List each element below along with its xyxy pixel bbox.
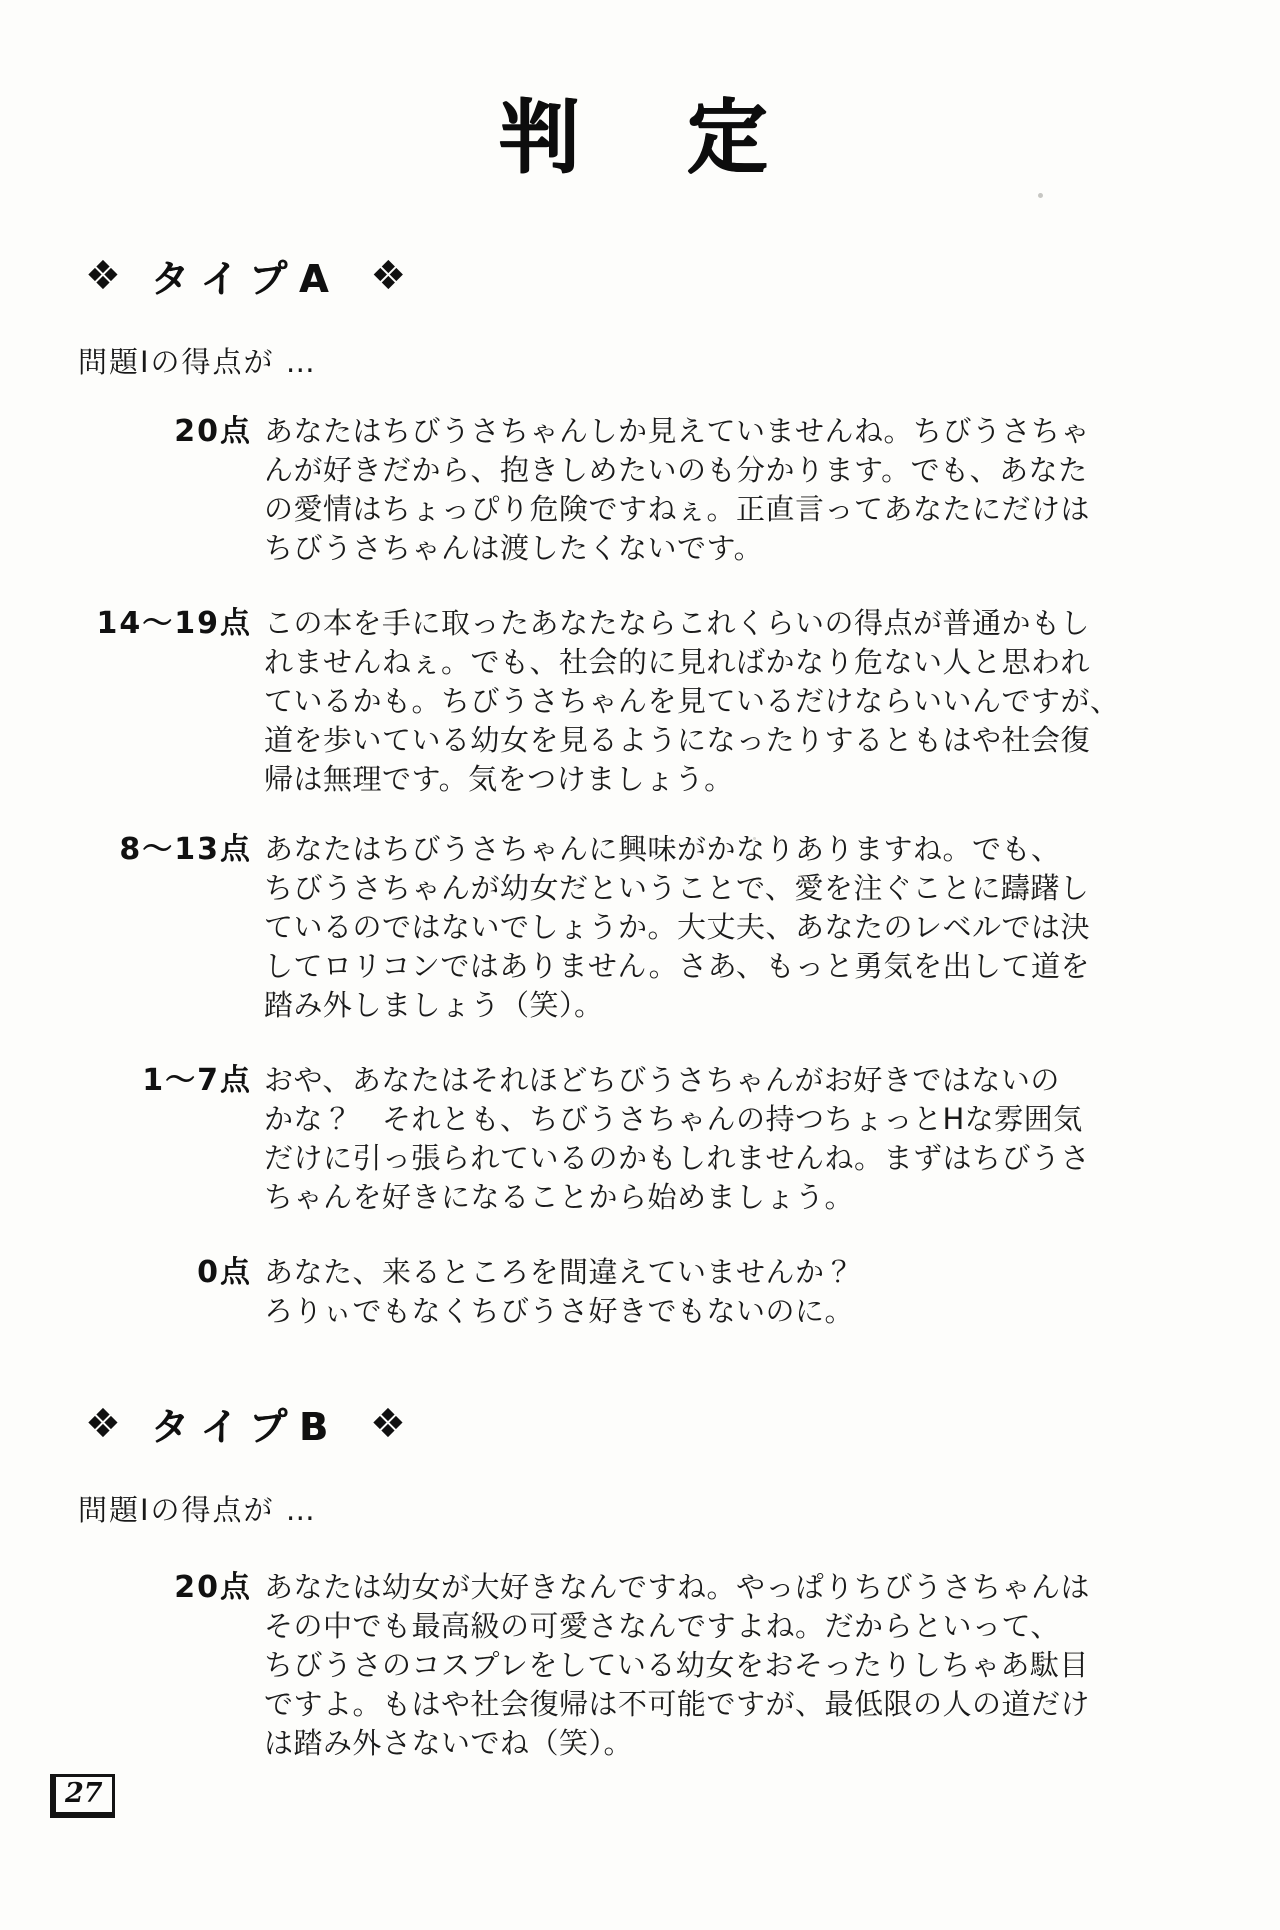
score-description <box>264 1061 1090 1217</box>
score-entry <box>60 1061 1230 1217</box>
text-line: この本を手に取ったあなたならこれくらいの得点が普通かもし <box>264 606 1091 640</box>
text-line: あなたは幼女が大好きなんですね。やっぱりちびうさちゃんは <box>264 1570 1091 1604</box>
text-line: ちびうさのコスプレをしている幼女をおそったりしちゃあ駄目 <box>264 1648 1089 1682</box>
text-line: 帰は無理です。気をつけましょう。 <box>264 762 734 796</box>
score-entry <box>60 1253 1230 1331</box>
section-label: タイプA <box>150 257 341 301</box>
text-line: あなたはちびうさちゃんに興味がかなりありますね。でも、 <box>264 832 1061 866</box>
text-line: 道を歩いている幼女を見るようになったりするともはや社会復 <box>264 723 1091 757</box>
text-line: ちびうさちゃんは渡したくないです。 <box>264 531 764 565</box>
score-description <box>264 1568 1090 1763</box>
diamond-cluster-icon: ❖ <box>370 252 407 299</box>
text-line: あなたはちびうさちゃんしか見えていませんね。ちびうさちゃ <box>264 414 1091 448</box>
text-line: ちびうさちゃんが幼女だということで、愛を注ぐことに躊躇し <box>264 871 1090 905</box>
text-line: おや、あなたはそれほどちびうさちゃんがお好きではないの <box>264 1063 1060 1097</box>
text-line: は踏み外さないでね（笑）。 <box>264 1726 634 1760</box>
text-line: ろりぃでもなくちびうさ好きでもないのに。 <box>264 1294 855 1328</box>
text-line: ているのではないでしょうか。大丈夫、あなたのレベルでは決 <box>264 910 1091 944</box>
diamond-cluster-icon: ❖ <box>85 252 121 299</box>
section-header-type-a <box>85 248 406 303</box>
score-description <box>264 604 1120 799</box>
score-entry <box>60 830 1230 1025</box>
text-line: れませんねぇ。でも、社会的に見ればかなり危ない人と思われ <box>264 645 1091 679</box>
page-number: 27 <box>50 1774 115 1818</box>
score-entry <box>60 604 1230 799</box>
section-header-type-b <box>85 1396 406 1451</box>
score-label: 20点 <box>174 1570 252 1605</box>
text-line: の愛情はちょっぴり危険ですねぇ。正直言ってあなたにだけは <box>264 492 1091 526</box>
score-label: 1～7点 <box>142 1063 252 1098</box>
text-line: んが好きだから、抱きしめたいのも分かります。でも、あなた <box>264 453 1088 487</box>
text-line: ですよ。もはや社会復帰は不可能ですが、最低限の人の道だけ <box>264 1687 1091 1721</box>
score-description <box>264 830 1090 1025</box>
text-line: してロリコンではありません。さあ、もっと勇気を出して道を <box>264 949 1091 983</box>
scan-speck <box>1038 193 1043 198</box>
score-label: 14～19点 <box>96 606 252 641</box>
scan-speck <box>753 837 756 840</box>
score-entry <box>60 412 1230 568</box>
text-line: かな？ それとも、ちびうさちゃんの持つちょっとHな雰囲気 <box>264 1102 1083 1136</box>
score-description <box>264 1253 854 1331</box>
score-description <box>264 412 1090 568</box>
diamond-cluster-icon: ❖ <box>85 1400 121 1447</box>
score-entry <box>60 1568 1230 1763</box>
score-label: 8～13点 <box>119 832 252 867</box>
text-line: ているかも。ちびうさちゃんを見ているだけならいいんですが、 <box>264 684 1120 718</box>
text-line: ちゃんを好きになることから始めましょう。 <box>264 1180 855 1214</box>
page-title: 判 定 <box>499 91 781 184</box>
section-label: タイプB <box>150 1405 340 1449</box>
section-intro: 問題Ⅰの得点が … <box>78 1493 317 1527</box>
section-intro: 問題Ⅰの得点が … <box>78 345 317 379</box>
text-line: だけに引っ張られているのかもしれませんね。まずはちびうさ <box>264 1141 1091 1175</box>
score-label: 20点 <box>174 414 252 449</box>
text-line: 踏み外しましょう（笑）。 <box>264 988 604 1022</box>
text-line: その中でも最高級の可愛さなんですよね。だからといって、 <box>264 1609 1060 1643</box>
diamond-cluster-icon: ❖ <box>369 1400 406 1447</box>
text-line: あなた、来るところを間違えていませんか？ <box>264 1255 855 1289</box>
score-label: 0点 <box>197 1255 252 1290</box>
